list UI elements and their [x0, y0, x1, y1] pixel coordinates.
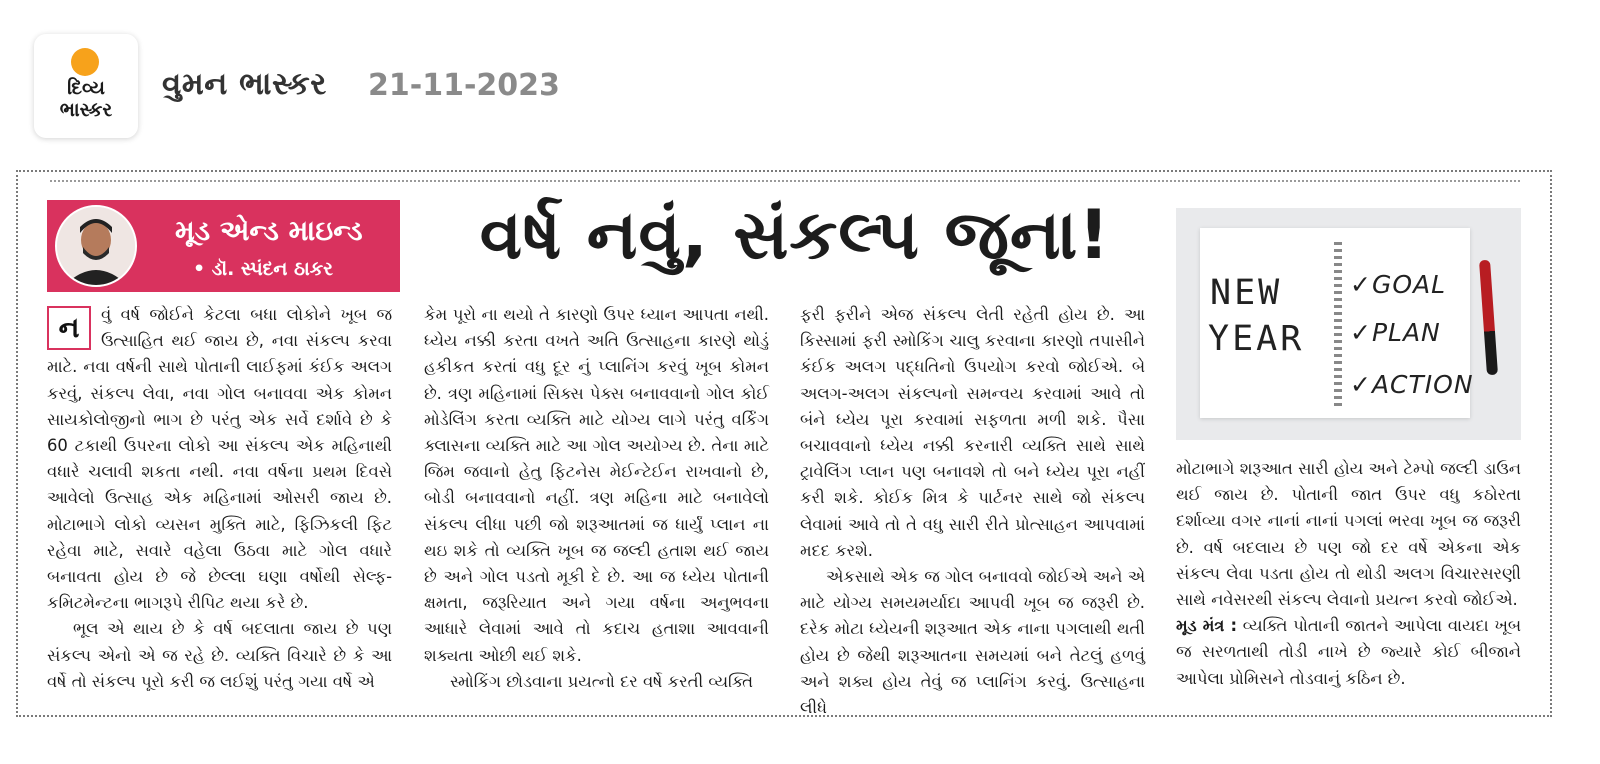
sun-icon [71, 48, 99, 76]
drop-cap: ન [47, 306, 91, 350]
new-year-goals-photo [1176, 208, 1521, 440]
column-title: મૂડ એન્ડ માઇન્ડ [175, 214, 363, 247]
publication-date: 21-11-2023 [368, 68, 560, 103]
column-author: • ડૉ. સ્પંદન ઠાકર [193, 258, 334, 280]
mood-mantra [1176, 613, 1521, 692]
col3-paragraph-1: ફરી ફરીને એજ સંકલ્પ લેતી રહેતી હોય છે. આ કિસ્સામાં ફરી સ્મોકિંગ ચાલુ કરવાના કારણો તપાસીને કંઈક અલગ પદ્ધતિનો ઉપયોગ કરવો જોઈએ. બે અલગ-અલગ સંકલ્પનો સમન્વય કરવામાં આવે તો બંને ધ્યેય પૂરા કરવામાં સફળતા મળી શકે. પૈસા બચાવવાનો ધ્યેય નક્કી કરનારી વ્યક્તિ સાથે સાથે ટ્રાવેલિંગ પ્લાન પણ બનાવશે તો બને ધ્યેય પૂરા નહીં કરી શકે. કોઈક મિત્ર કે પાર્ટનર સાથે જો સંકલ્પ લેવામાં આવે તો તે વધુ સારી રીતે પ્રોત્સાહન આપવામાં મદદ કરશે. [800, 305, 1145, 560]
photo-word-new: NEW [1210, 273, 1283, 313]
col4-paragraph-1: મોટાભાગે શરૂઆત સારી હોય અને ટેમ્પો જલ્દી ડાઉન થઈ જાય છે. પોતાની જાત ઉપર વધુ કઠોરતા દર્શાવ્યા વગર નાનાં નાનાં પગલાં ભરવા ખૂબ જ જરૂરી છે. વર્ષ બદલાય છે પણ જો દર વર્ષે એકના એક સંકલ્પ લેવા પડતા હોય તો થોડી અલગ વિચારસરણી સાથે નવેસરથી સંકલ્પ લેવાનો પ્રયત્ન કરવો જોઈએ. [1176, 459, 1521, 610]
col3-paragraph-2: એકસાથે એક જ ગોલ બનાવવો જોઈએ અને એ માટે યોગ્ય સમયમર્યાદા આપવી ખૂબ જ જરૂરી છે. દરેક મોટા ધ્યેયની શરૂઆત એક નાના પગલાથી થતી હોય છે જેથી શરૂઆતના સમયમાં બને તેટલું હળવું અને શક્ય હોય તેવું જ પ્લાનિંગ કરવું. ઉત્સાહના લીધે [800, 567, 1145, 718]
notepad [1200, 228, 1474, 418]
photo-item-goal: ✓GOAL [1350, 270, 1447, 299]
logo-line-1: દિવ્ય [67, 77, 105, 99]
article-column-2 [424, 302, 769, 695]
author-portrait-icon [57, 207, 135, 285]
col1-paragraph-2: ભૂલ એ થાય છે કે વર્ષ બદલાતા જાય છે પણ સંકલ્પ એનો એ જ રહે છે. વ્યક્તિ વિચારે છે કે આ વર્ષે તો સંકલ્પ પૂરો કરી જ લઈશું પરંતુ ગયા વર્ષે એ [47, 619, 392, 691]
author-avatar [55, 205, 137, 287]
supplement-title: વુમન ભાસ્કર [162, 66, 327, 102]
col2-paragraph-1: કેમ પૂરો ના થયો તે કારણો ઉપર ધ્યાન આપતા નથી. ધ્યેય નક્કી કરતા વખતે અતિ ઉત્સાહના કારણે થોડું હકીકત કરતાં વધુ દૂર નું પ્લાનિંગ કરવું ખૂબ કોમન છે. ત્રણ મહિનામાં સિક્સ પેક્સ બનાવવાનો ગોલ કોઈ મોડેલિંગ કરતા વ્યક્તિ માટે યોગ્ય લાગે પરંતુ વર્કિંગ ક્લાસના વ્યક્તિ માટે આ ગોલ અયોગ્ય છે. તેના માટે જિમ જવાનો હેતુ ફિટનેસ મેઈન્ટેઈન રાખવાનો છે, બોડી બનાવવાનો નહીં. ત્રણ મહિના માટે બનાવેલો સંકલ્પ લીધા પછી જો શરૂઆતમાં જ ધાર્યું પ્લાન ના થઇ શકે તો વ્યક્તિ ખૂબ જ જલ્દી હતાશ થઈ જાય છે અને ગોલ પડતો મૂકી દે છે. આ જ ધ્યેય પોતાની ક્ષમતા, જરૂરિયાત અને ગયા વર્ષના અનુભવના આધારે લેવામાં આવે તો કદાચ હતાશા આવવાની શક્યતા ઓછી થઈ શકે. [424, 305, 769, 665]
article-column-3 [800, 302, 1145, 721]
article-column-4 [1176, 456, 1521, 692]
col1-paragraph-1: વું વર્ષ જોઈને કેટલા બધા લોકોને ખૂબ જ ઉત્સાહિત થઈ જાય છે, નવા સંકલ્પ કરવા માટે. નવા વર્ષની સાથે પોતાની લાઈફમાં કંઈક અલગ કરવું, સંકલ્પ લેવા, નવા ગોલ બનાવવા એક કોમન સાયકોલોજીનો ભાગ છે પરંતુ એક સર્વે દર્શાવે છે કે 60 ટકાથી ઉપરના લોકો આ સંકલ્પ એક મહિનાથી વધારે ચલાવી શકતા નથી. નવા વર્ષના પ્રથમ દિવસે આવેલો ઉત્સાહ એક મહિનામાં ઓસરી જાય છે. મોટાભાગે લોકો વ્યસન મુક્તિ માટે, ફિઝિકલી ફિટ રહેવા માટે, સવારે વહેલા ઉઠવા માટે ગોલ વધારે બનાવતા હોય છે જે છેલ્લા ઘણા વર્ષોથી સેલ્ફ-કમિટમેન્ટના ભાગરૂપે રીપિટ થયા કરે છે. [47, 305, 392, 613]
photo-word-year: YEAR [1208, 319, 1305, 359]
mood-mantra-label: મૂડ મંત્ર : [1176, 616, 1238, 636]
mood-mantra-text: વ્યક્તિ પોતાની જાતને આપેલા વાયદા ખૂબ જ સરળતાથી તોડી નાખે છે જ્યારે કોઈ બીજાને આપેલા પ્રોમિસને તોડવાનું કઠિન છે. [1176, 616, 1521, 688]
logo-line-2: ભાસ્કર [59, 99, 113, 121]
spiral-binding [1334, 242, 1342, 406]
article-headline: વર્ષ નવું, સંકલ્પ જૂના! [479, 196, 1111, 275]
column-banner [47, 200, 400, 292]
divya-bhaskar-logo [34, 34, 138, 138]
photo-item-plan: ✓PLAN [1350, 318, 1441, 347]
col2-paragraph-2: સ્મોકિંગ છોડવાના પ્રયત્નો દર વર્ષે કરતી વ્યક્તિ [450, 671, 753, 691]
pen-icon [1479, 260, 1498, 375]
dotted-divider [50, 180, 1520, 182]
article-column-1 [47, 302, 392, 695]
photo-item-action: ✓ACTION [1350, 370, 1474, 399]
